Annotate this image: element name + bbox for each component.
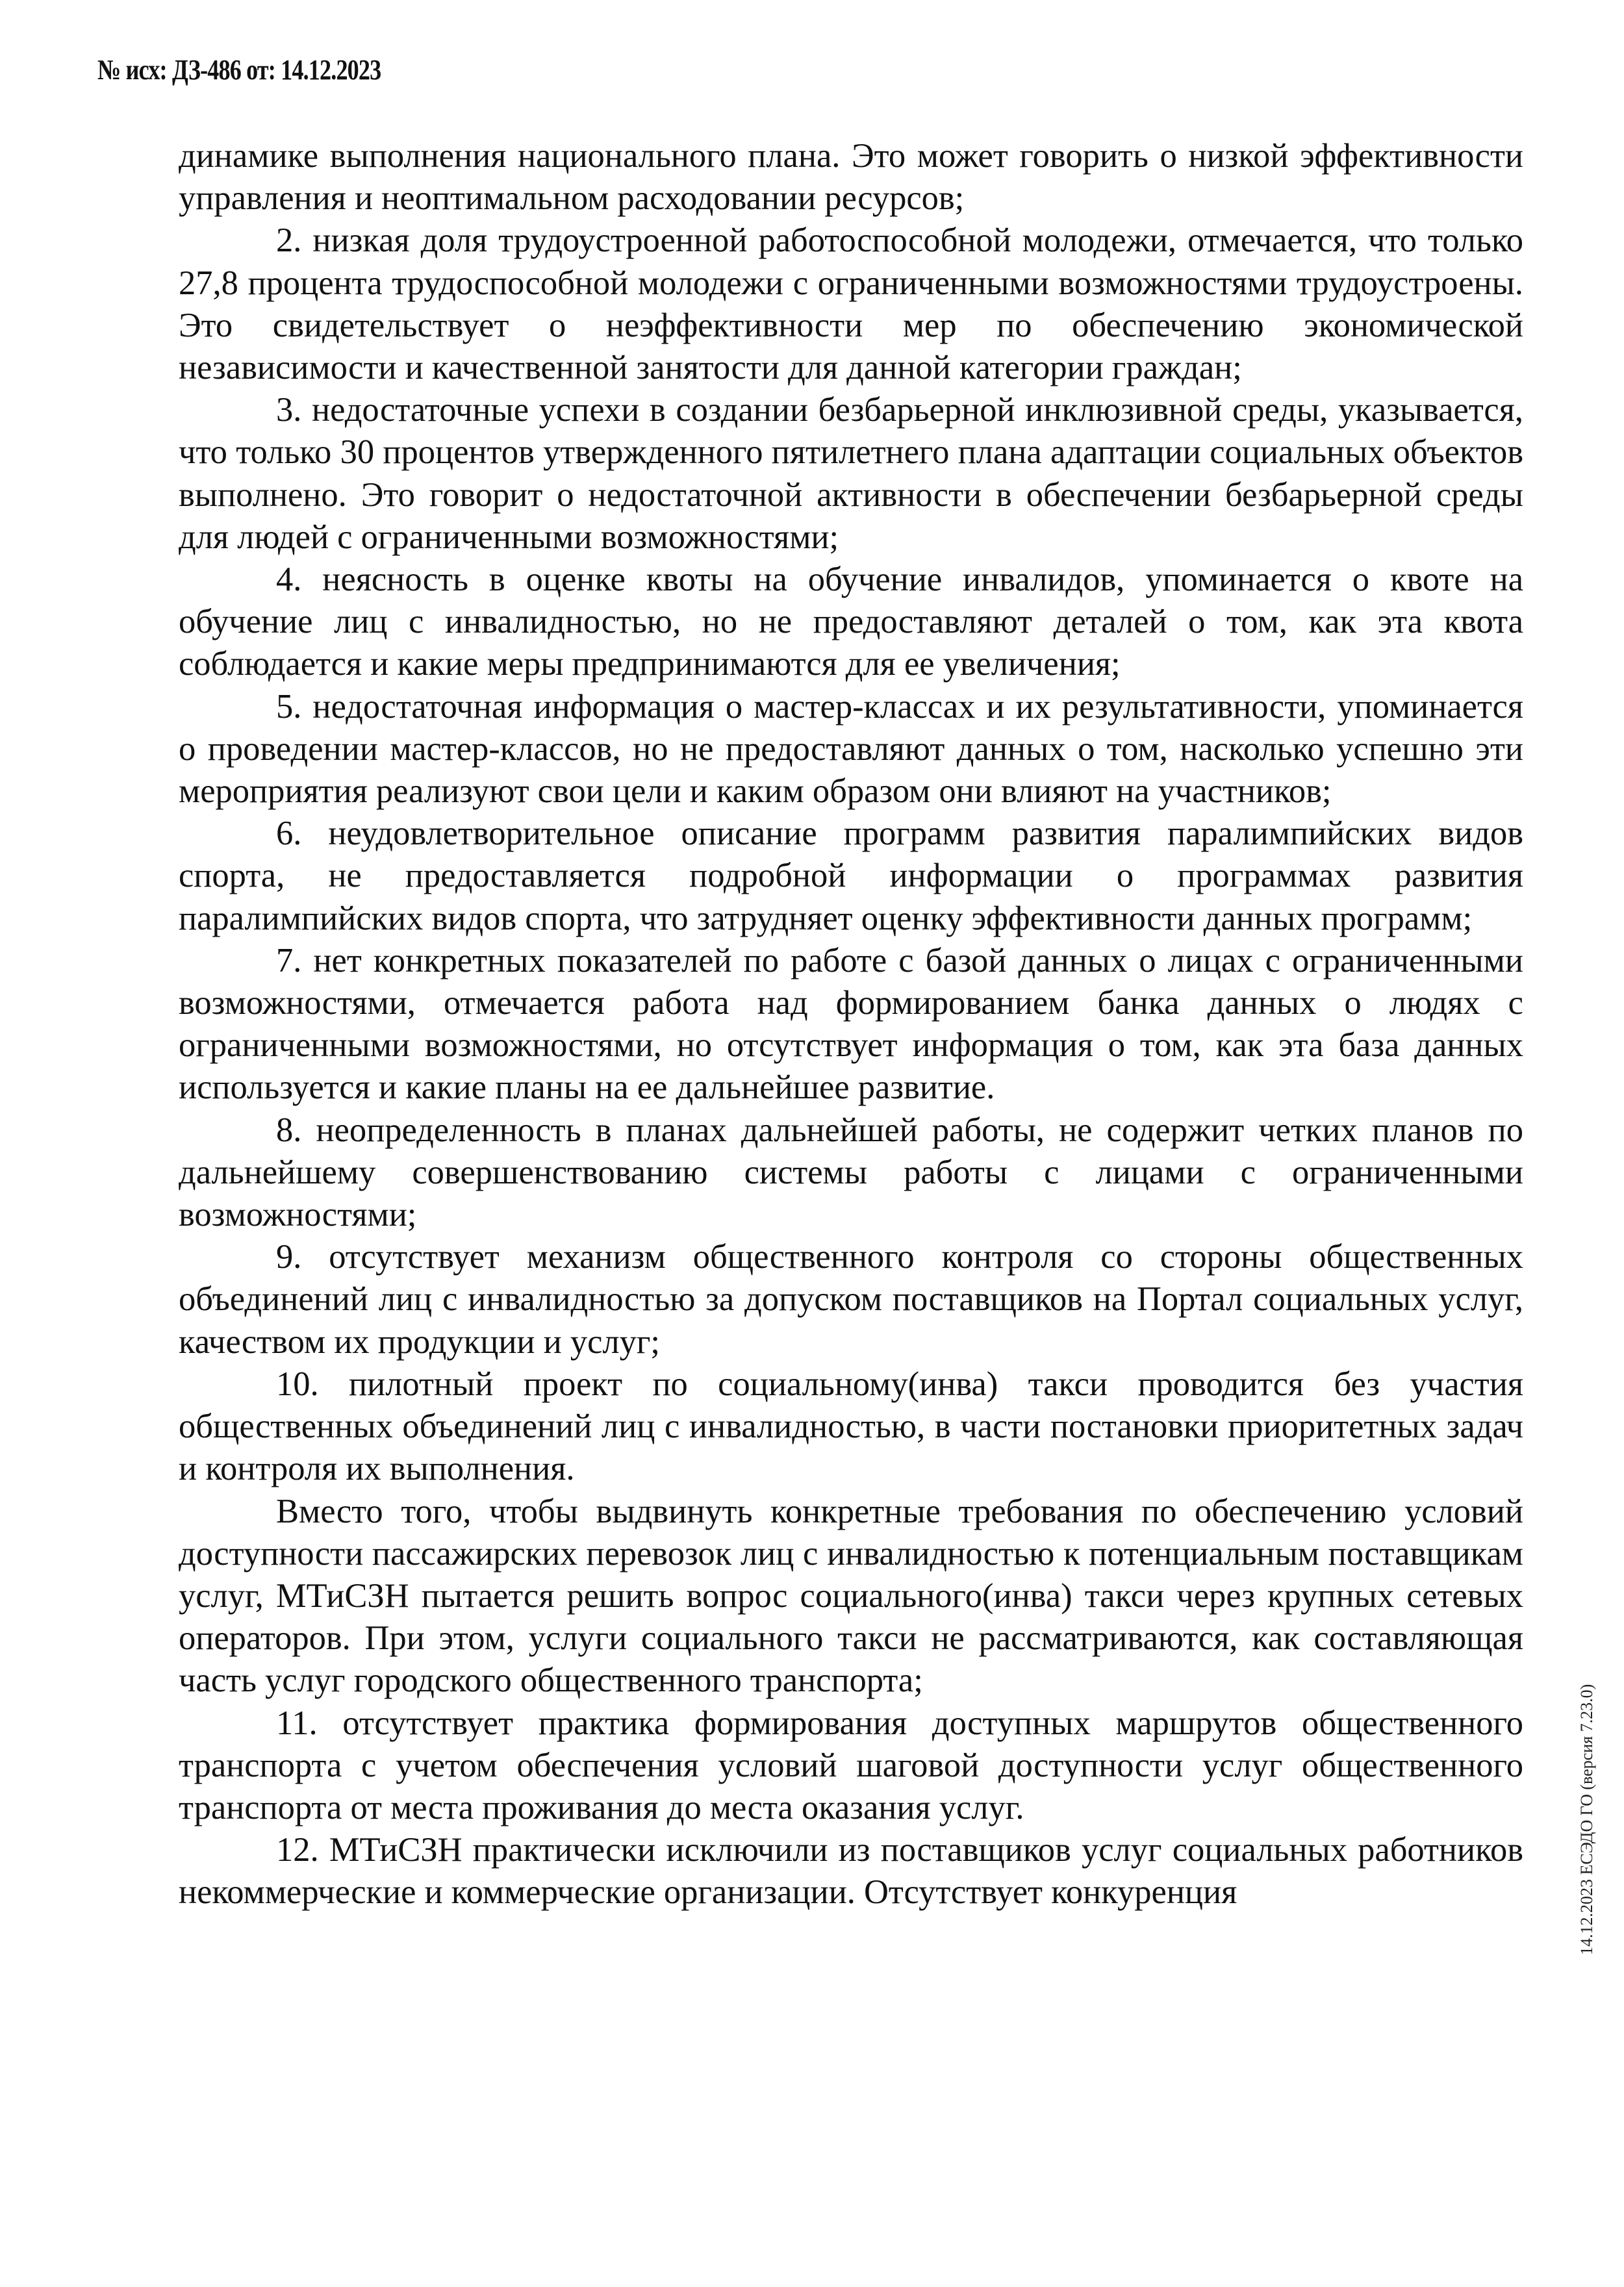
paragraph: 7. нет конкретных показателей по работе с базой данных о лицах с ограниченными возможностями, отмечается работа над формированием банка данных о людях с ограниченными возможностями, но отсутствует информация о том, как эта база данных используется и какие планы на ее дальнейшее развитие. — [179, 941, 1523, 1107]
paragraph: 9. отсутствует механизм общественного контроля со стороны общественных объединений лиц с инвалидностью за допуском поставщиков на Портал социальных услуг, качеством их продукции и услуг; — [179, 1238, 1523, 1361]
edms-side-stamp: 14.12.2023 ЕСЭДО ГО (версия 7.23.0) — [1577, 1684, 1596, 1955]
outgoing-number-stamp: № исх: ДЗ-486 от: 14.12.2023 — [97, 54, 381, 86]
paragraph: 3. недостаточные успехи в создании безбарьерной инклюзивной среды, указывается, что только 30 процентов утвержденного пятилетнего плана адаптации социальных объектов выполнено. Это говорит о недостаточной активности в обеспечении безбарьерной среды для людей с ограниченными возможностями; — [179, 391, 1523, 556]
paragraph: 10. пилотный проект по социальному(инва) такси проводится без участия общественных объединений лиц с инвалидностью, в части постановки приоритетных задач и контроля их выполнения. — [179, 1365, 1523, 1488]
paragraph: 2. низкая доля трудоустроенной работоспособной молодежи, отмечается, что только 27,8 процента трудоспособной молодежи с ограниченными возможностями трудоустроены. Это свидетельствует о неэффективности мер по обеспечению экономической независимости и качественной занятости для данной категории граждан; — [179, 221, 1523, 387]
paragraph: 8. неопределенность в планах дальнейшей работы, не содержит четких планов по дальнейшему совершенствованию системы работы с лицами с ограниченными возможностями; — [179, 1111, 1523, 1234]
paragraph: 11. отсутствует практика формирования доступных маршрутов общественного транспорта с учетом обеспечения условий шаговой доступности услуг общественного транспорта от места проживания до места оказания услуг. — [179, 1704, 1523, 1826]
document-body — [179, 135, 1523, 1914]
paragraph: 6. неудовлетворительное описание программ развития паралимпийских видов спорта, не предоставляется подробной информации о программах развития паралимпийских видов спорта, что затрудняет оценку эффективности данных программ; — [179, 815, 1523, 937]
paragraph: 4. неясность в оценке квоты на обучение инвалидов, упоминается о квоте на обучение лиц с инвалидностью, но не предоставляют деталей о том, как эта квота соблюдается и какие меры предпринимаются для ее увеличения; — [179, 561, 1523, 683]
paragraph: 5. недостаточная информация о мастер-классах и их результативности, упоминается о проведении мастер-классов, но не предоставляют данных о том, насколько успешно эти мероприятия реализуют свои цели и каким образом они влияют на участников; — [179, 687, 1523, 811]
paragraph: динамике выполнения национального плана. Это может говорить о низкой эффективности управления и неоптимальном расходовании ресурсов; — [179, 137, 1523, 218]
paragraph: Вместо того, чтобы выдвинуть конкретные требования по обеспечению условий доступности пассажирских перевозок лиц с инвалидностью к потенциальным поставщикам услуг, МТиСЗН пытается решить вопрос социального(инва) такси через крупных сетевых операторов. При этом, услуги социального такси не рассматриваются, как составляющая часть услуг городского общественного транспорта; — [179, 1492, 1523, 1700]
paragraph: 12. МТиСЗН практически исключили из поставщиков услуг социальных работников некоммерческие и коммерческие организации. Отсутствует конкуренция — [179, 1831, 1523, 1912]
